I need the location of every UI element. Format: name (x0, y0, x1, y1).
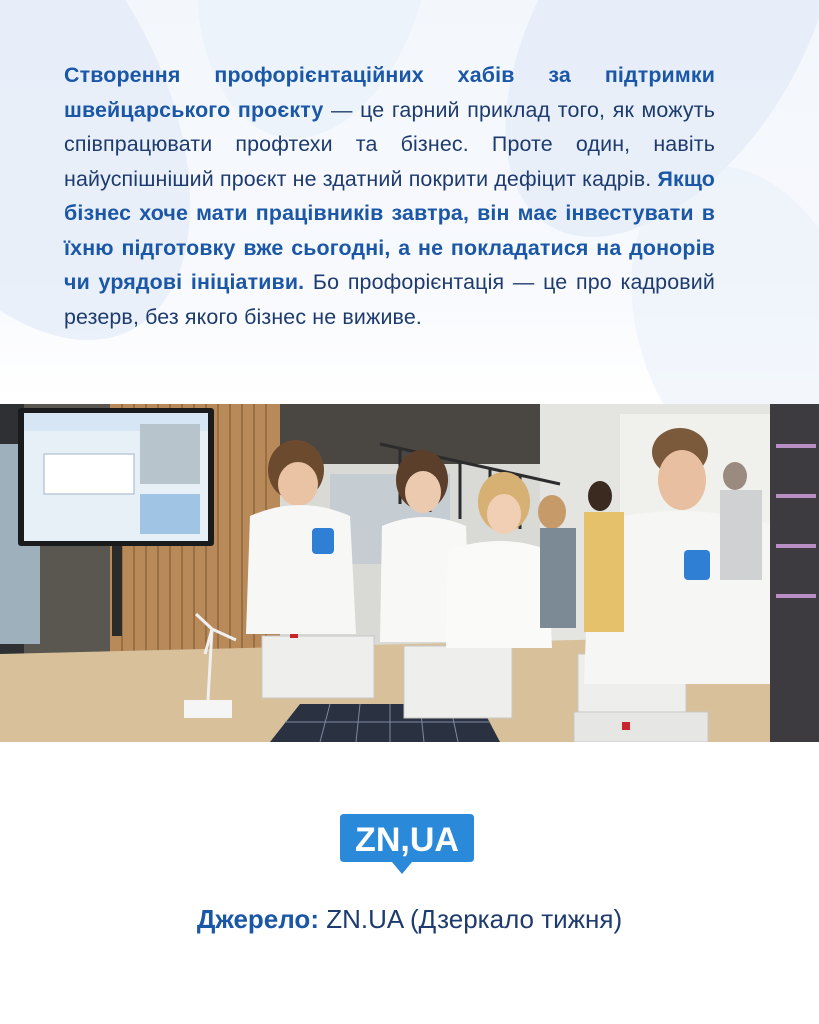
zn-ua-logo (340, 814, 474, 878)
article-paragraph (64, 58, 715, 334)
speech-bubble-icon (340, 814, 474, 878)
body-text-end: Бо профорієнтація — це про кадровий резерв, без якого бізнес не виживе. (64, 270, 715, 329)
classroom-photo (0, 404, 819, 742)
source-value: ZN.UA (Дзеркало тижня) (318, 904, 623, 934)
photo-illustration (0, 404, 819, 742)
lead-bold-text: Створення профорієнтаційних хабів за підтримки швейцарського проєкту (64, 63, 715, 122)
logo-text: ZN,UA (355, 821, 459, 859)
body-text: — це гарний приклад того, як можуть співпрацювати профтехи та бізнес. Проте один, навіть найуспішніший проєкт не здатний покрити дефіцит кадрів. (64, 97, 716, 191)
emphasis-bold-text: Якщо бізнес хоче мати працівників завтра, він має інвестувати в їхню підготовку вже сьогодні, а не покладатися на донорів чи урядові ініціативи. (64, 166, 715, 294)
source-line (0, 904, 819, 935)
source-label: Джерело: (196, 904, 319, 934)
